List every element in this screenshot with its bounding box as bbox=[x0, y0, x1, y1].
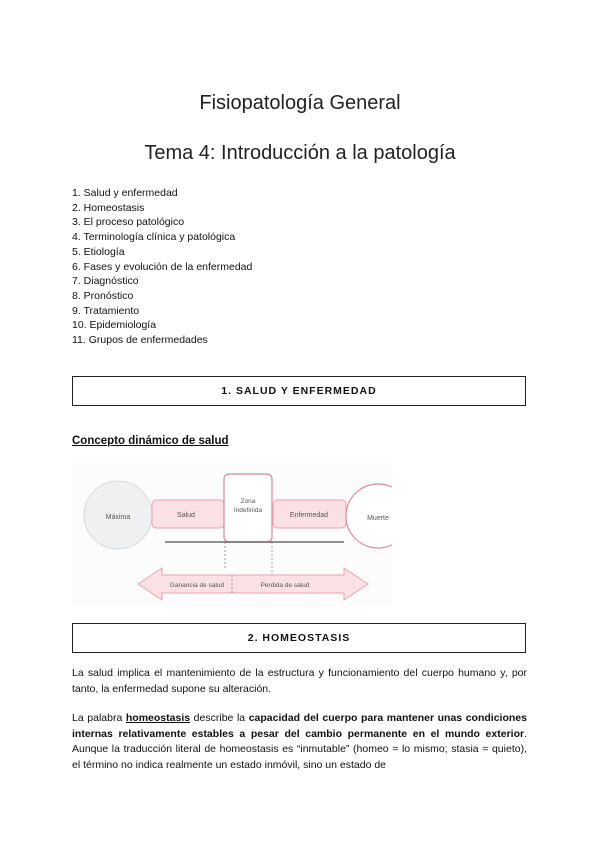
table-of-contents bbox=[72, 186, 252, 348]
toc-item: 10. Epidemiología bbox=[72, 319, 157, 332]
toc-item: 3. El proceso patológico bbox=[72, 216, 185, 229]
enfermedad-label: Enfermedad bbox=[289, 512, 329, 519]
toc-item: 6. Fases y evolución de la enfermedad bbox=[72, 260, 253, 273]
toc-item: 5. Etiología bbox=[72, 245, 125, 258]
health-continuum-diagram bbox=[72, 462, 392, 607]
document-title: Fisiopatología General bbox=[199, 92, 401, 114]
p2-text-b: describe la bbox=[190, 712, 249, 724]
paragraph-homeostasis bbox=[72, 711, 527, 771]
toc-item: 7. Diagnóstico bbox=[72, 275, 139, 288]
document-subtitle: Tema 4: Introducción a la patología bbox=[144, 142, 456, 164]
section-heading-salud: 1. SALUD Y ENFERMEDAD bbox=[72, 376, 526, 406]
salud-label: Salud bbox=[177, 512, 195, 519]
muerte-label: Muerte bbox=[367, 515, 389, 522]
toc-item: 11. Grupos de enfermedades bbox=[72, 334, 208, 347]
zona-label-line1: Zona bbox=[240, 498, 256, 505]
toc-item: 1. Salud y enfermedad bbox=[72, 187, 178, 199]
ganancia-label: Ganancia de salud bbox=[169, 582, 225, 589]
subheading-concepto: Concepto dinámico de salud bbox=[72, 435, 229, 447]
toc-item: 9. Tratamiento bbox=[72, 304, 140, 317]
p2-bold-definition: capacidad del cuerpo para mantener unas condiciones internas relativamente estables a pesar del cambio permanente en el mundo exterior bbox=[72, 712, 527, 740]
toc-item: 2. Homeostasis bbox=[72, 201, 145, 214]
section-heading-homeostasis: 2. HOMEOSTASIS bbox=[72, 623, 526, 653]
paragraph-salud: La salud implica el mantenimiento de la estructura y funcionamiento del cuerpo humano y, por tanto, la enfermedad supone su alteración. bbox=[72, 667, 527, 695]
toc-item: 8. Pronóstico bbox=[72, 289, 134, 302]
term-homeostasis: homeostasis bbox=[125, 712, 191, 724]
perdida-label: Perdida de salud bbox=[260, 582, 310, 589]
toc-item: 4. Terminología clínica y patológica bbox=[72, 231, 236, 244]
zona-label-line2: Indefinida bbox=[233, 507, 263, 514]
p2-text-a: La palabra bbox=[72, 712, 126, 724]
p2-text-c: . Aunque la traducción literal de homeostasis es “inmutable” (homeo = lo mismo; stasia = quieto), el término no indica realmente un estado inmóvil, sino un estado de bbox=[72, 727, 527, 771]
maxima-label: Máxima bbox=[105, 514, 131, 521]
